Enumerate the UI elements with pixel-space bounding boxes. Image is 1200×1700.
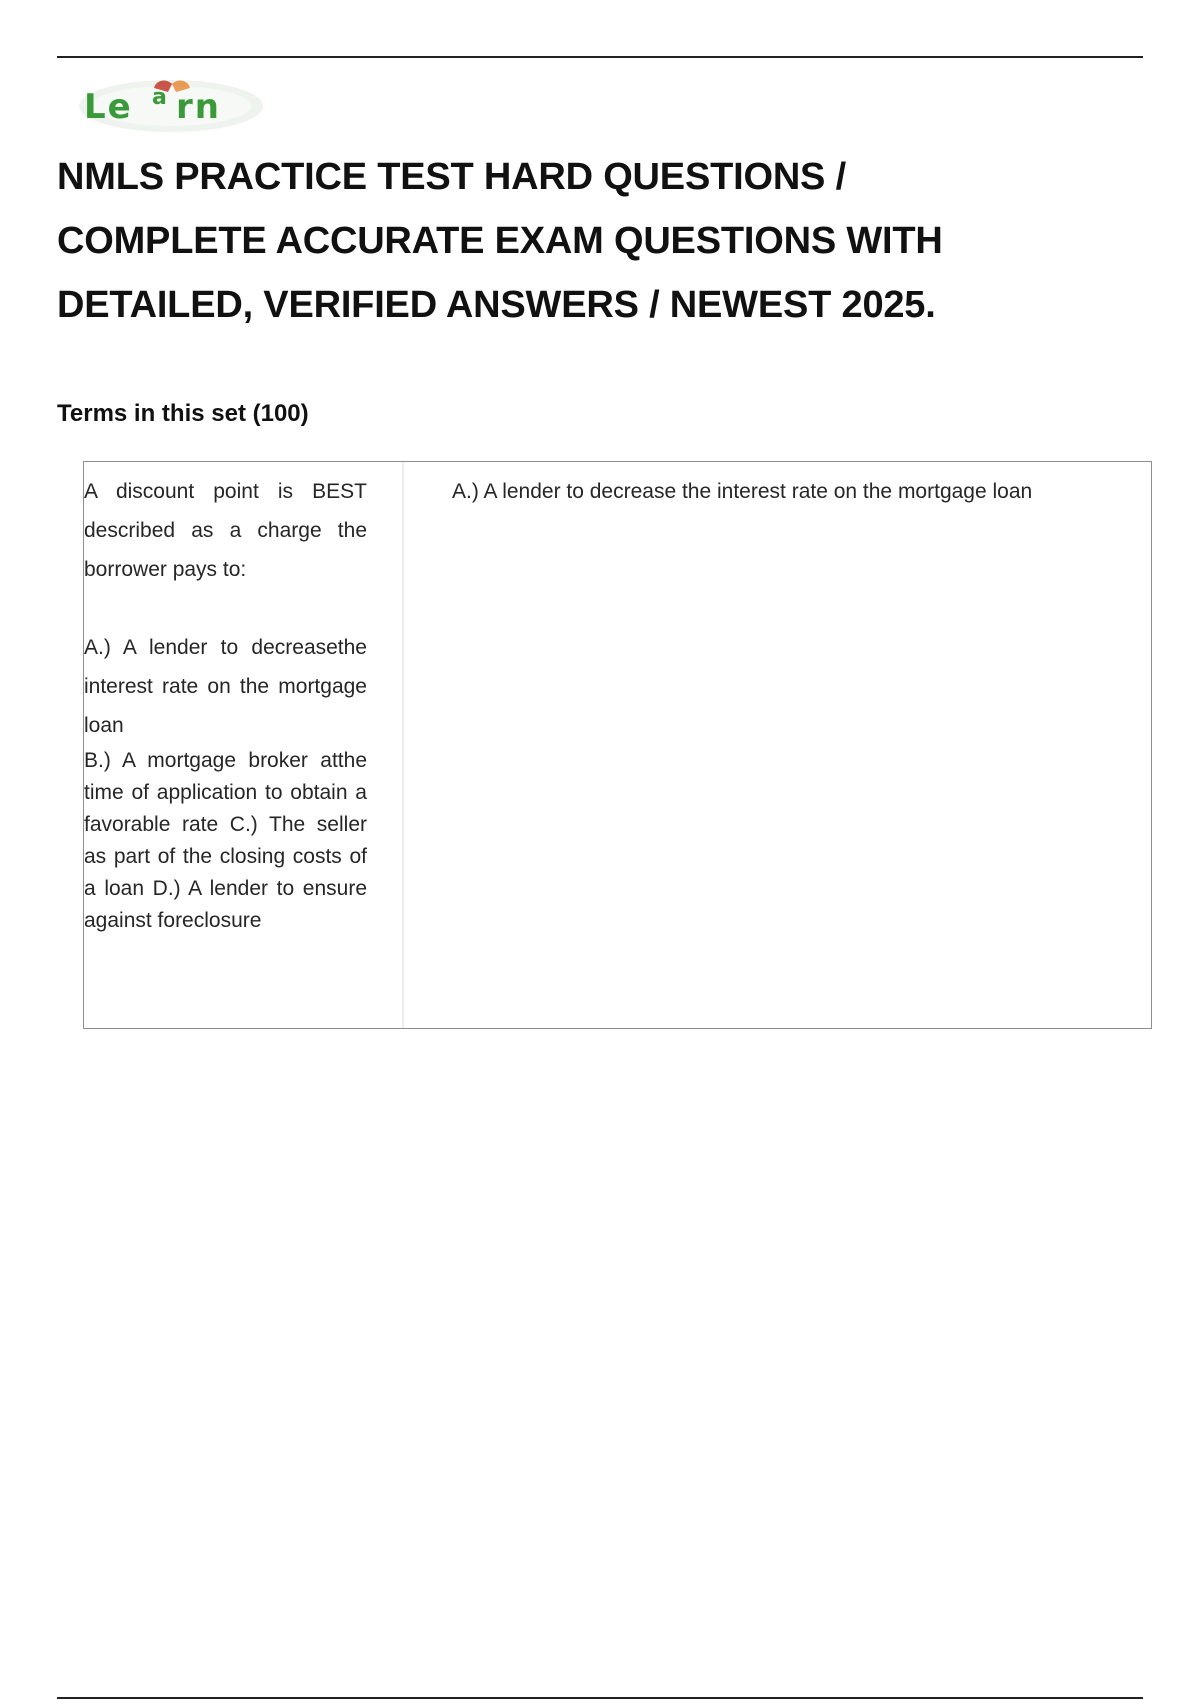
svg-text:Le: Le (84, 87, 133, 127)
term-answer: A.) A lender to decrease the interest rate on the mortgage loan (452, 480, 1033, 503)
svg-text:rn: rn (176, 87, 221, 127)
svg-text:a: a (152, 85, 167, 110)
question-stem: A discount point is BEST described as a charge the borrower pays to: (84, 480, 367, 581)
question-options-b-to-d: B.) A mortgage broker atthe time of application to obtain a favorable rate C.) The seller as part of the closing costs of a loan D.) A lender to ensure against foreclosure (84, 749, 367, 932)
document-title: NMLS PRACTICE TEST HARD QUESTIONS / COMPLETE ACCURATE EXAM QUESTIONS WITH DETAILED, VERIFIED ANSWERS / NEWEST 2025. (57, 156, 943, 326)
question-option-a: A.) A lender to decreasethe interest rate on the mortgage loan (84, 636, 367, 737)
term-card (83, 461, 1152, 1029)
page-footer-rule (57, 1697, 1143, 1699)
term-question (84, 472, 367, 937)
page-header-rule (57, 56, 1143, 58)
learn-logo (76, 74, 266, 134)
terms-set-heading: Terms in this set (100) (57, 400, 309, 427)
term-column-divider (402, 462, 404, 1028)
